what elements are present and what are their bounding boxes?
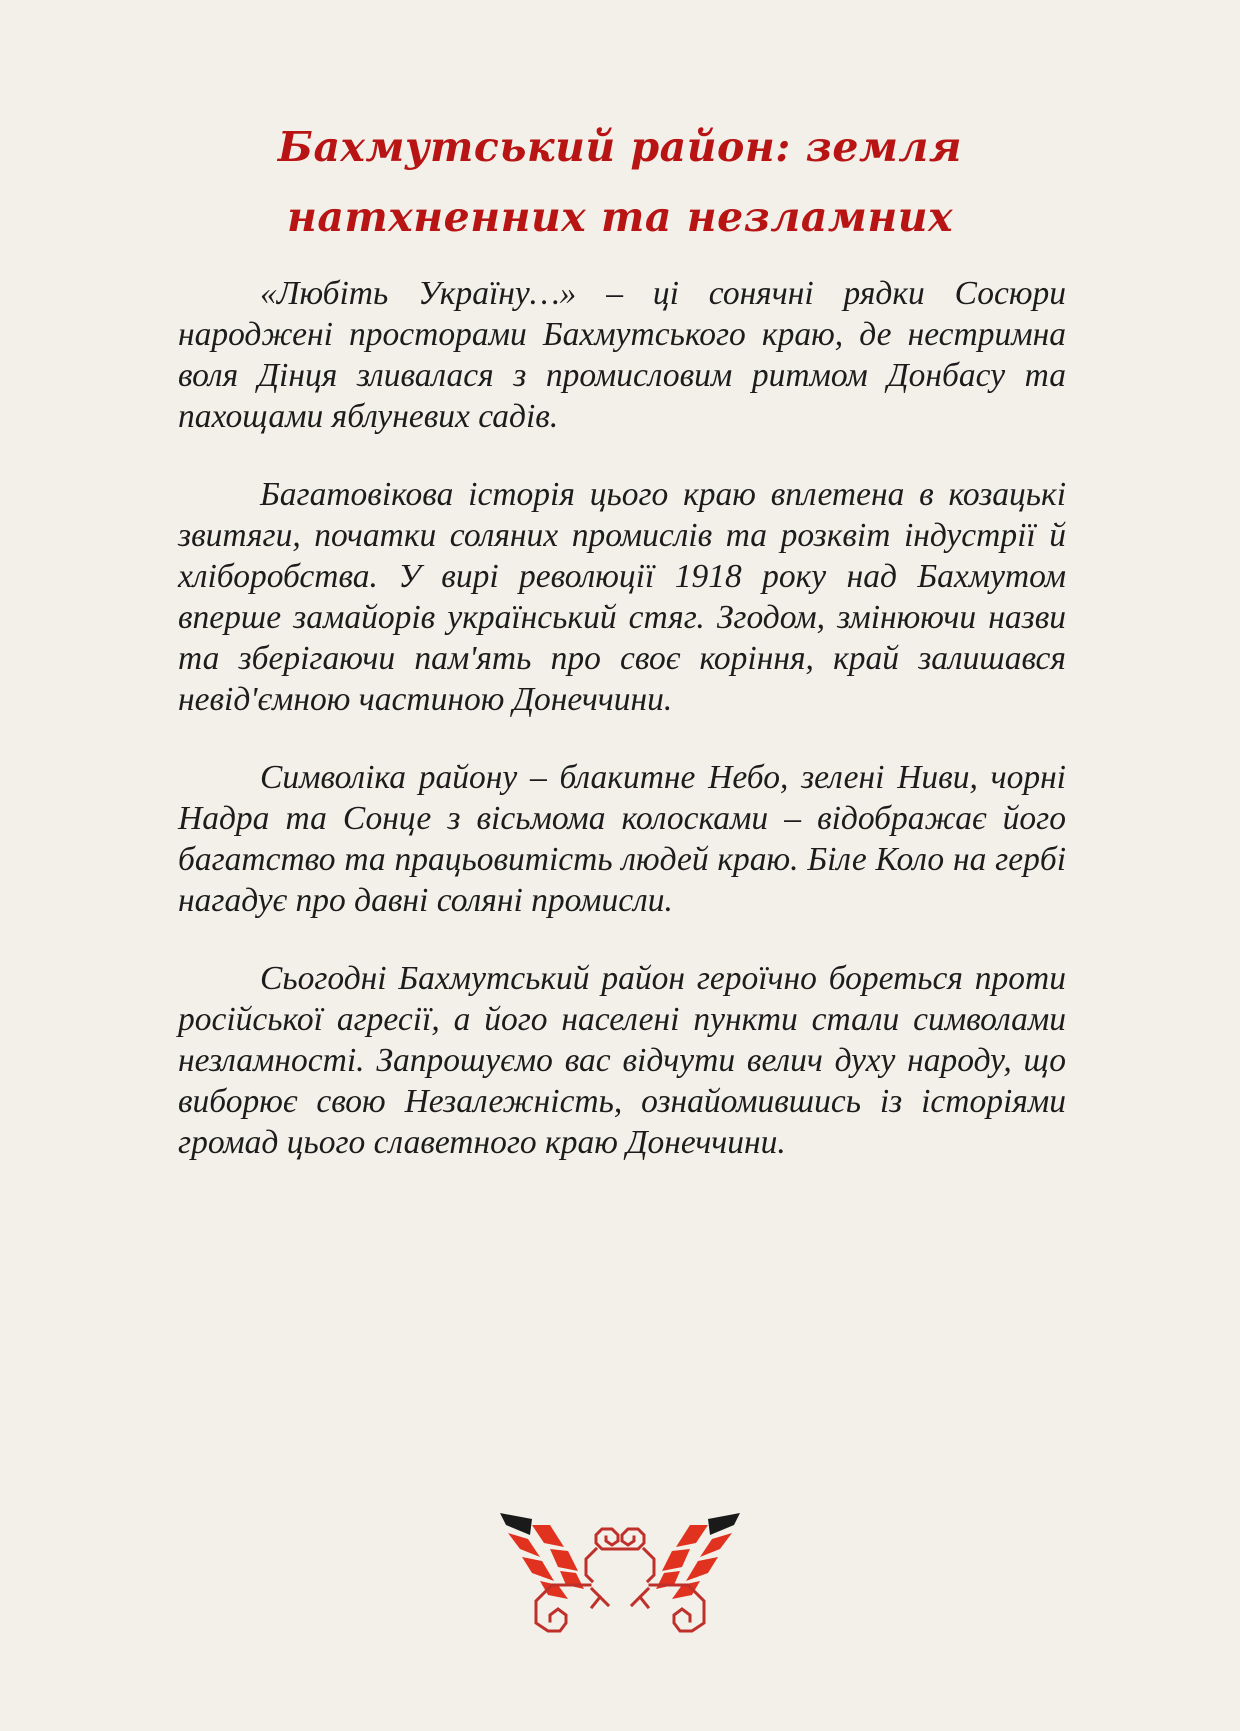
paragraph-intro: «Любіть Україну…» – ці сонячні рядки Сосюри народжені просторами Бахмутського краю, де нестримна воля Дінця зливалася з промисловим ритмом Донбасу та пахощами яблуневих садів. <box>178 275 1066 435</box>
paragraph-history: Багатовікова історія цього краю вплетена в козацькі звитяги, початки соляних промислів та розквіт індустрії й хліборобства. У вирі революції 1918 року над Бахмутом вперше замайорів український стяг. Згодом, змінюючи назви та зберігаючи пам'ять про своє коріння, край залишався невід'ємною частиною Донеччини. <box>178 476 1066 718</box>
folk-embroidery-ornament-icon <box>492 1505 748 1635</box>
page-title: Бахмутський район: земля натхненних та незламних <box>277 123 963 241</box>
paragraph-today: Сьогодні Бахмутський район героїчно бореться проти російської агресії, а його населені пункти стали символами незламності. Запрошуємо вас відчути велич духу народу, що виборює свою Незалежність, ознайомившись із історіями громад цього славетного краю Донеччини. <box>178 960 1066 1161</box>
paragraph-symbolism: Символіка району – блакитне Небо, зелені Ниви, чорні Надра та Сонце з вісьмома колосками – відображає його багатство та працьовитість людей краю. Біле Коло на гербі нагадує про давні соляні промисли. <box>178 759 1066 919</box>
document-body <box>178 273 1066 1200</box>
